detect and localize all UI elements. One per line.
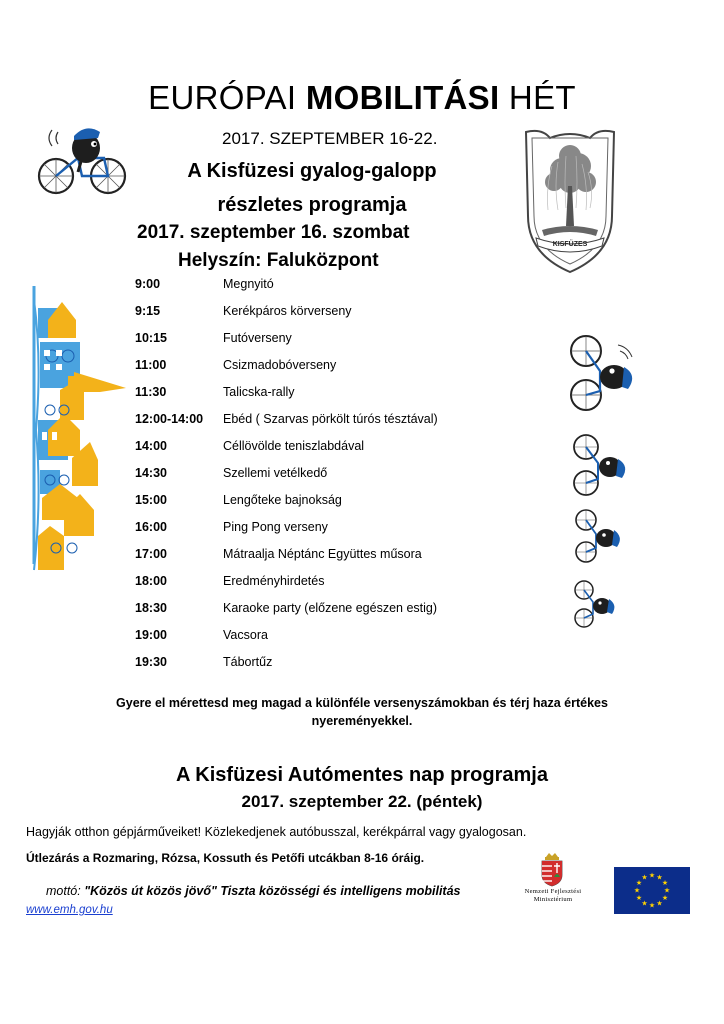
schedule-event: Céllövölde teniszlabdával: [223, 439, 365, 453]
schedule-row: [135, 545, 555, 572]
schedule-time: 14:00: [135, 439, 167, 453]
schedule-event: Szellemi vetélkedő: [223, 466, 328, 480]
schedule-event: Ping Pong verseny: [223, 520, 328, 534]
schedule-time: 16:00: [135, 520, 167, 534]
week-dates: 2017. SZEPTEMBER 16-22.: [222, 129, 438, 148]
schedule-row: [135, 356, 555, 383]
schedule-event: Vacsora: [223, 628, 268, 642]
invitation-line-2: nyereményekkel.: [311, 714, 413, 728]
schedule-time: 14:30: [135, 466, 167, 480]
svg-text:★: ★: [648, 901, 656, 910]
cyclist-vertical-illustration-1: [566, 333, 642, 413]
schedule-row: [135, 572, 555, 599]
schedule-time: 19:00: [135, 628, 167, 642]
schedule-time: 11:30: [135, 385, 167, 399]
crest-village-name: KISFÜZES: [552, 241, 588, 248]
road-closure-notice: Útlezárás a Rozmaring, Rózsa, Kossuth és Petőfi utcákban 8-16 óráig.: [26, 851, 425, 865]
schedule-row: [135, 518, 555, 545]
schedule-event: Ebéd ( Szarvas pörkölt túrós tésztával): [223, 412, 438, 426]
schedule-row: [135, 275, 555, 302]
svg-text:★: ★: [635, 879, 643, 887]
program-title-line2: részletes programja: [217, 194, 407, 216]
cyclist-vertical-illustration-4: [572, 580, 620, 628]
event-place: Helyszín: Faluközpont: [178, 250, 379, 271]
schedule-list: [135, 275, 555, 680]
page-title: [0, 78, 724, 118]
car-free-advice: Hagyják otthon gépjárműveiket! Közlekedjenek autóbusszal, kerékpárral vagy gyalogosan.: [26, 825, 527, 839]
schedule-row: [135, 599, 555, 626]
schedule-row: [135, 437, 555, 464]
schedule-event: Mátraalja Néptánc Együttes műsora: [223, 547, 422, 561]
schedule-time: 15:00: [135, 493, 167, 507]
svg-text:★: ★: [661, 879, 669, 887]
schedule-row: [135, 329, 555, 356]
town-illustration: [28, 280, 130, 580]
event-date: 2017. szeptember 16. szombat: [137, 222, 410, 243]
schedule-event: Eredményhirdetés: [223, 574, 325, 588]
village-crest-image: [522, 126, 618, 276]
eu-flag-icon: [614, 867, 690, 914]
invitation-text: [60, 694, 664, 730]
svg-text:★: ★: [656, 899, 663, 908]
motto-text: "Közös út közös jövő" Tiszta közösségi és intelligens mobilitás: [84, 884, 461, 898]
schedule-row: [135, 653, 555, 680]
schedule-row: [135, 491, 555, 518]
schedule-time: 11:00: [135, 358, 167, 372]
svg-text:★: ★: [635, 894, 643, 902]
title-part-1: EURÓPAI: [148, 79, 306, 116]
schedule-row: [135, 383, 555, 410]
cyclist-illustration: [34, 118, 130, 198]
schedule-row: [135, 302, 555, 329]
cyclist-vertical-illustration-2: [570, 433, 632, 497]
schedule-time: 18:30: [135, 601, 167, 615]
car-free-day-title: A Kisfüzesi Autómentes nap programja: [176, 764, 548, 786]
motto: [46, 882, 461, 900]
program-title-line1: A Kisfüzesi gyalog-galopp: [187, 160, 437, 182]
svg-text:★: ★: [633, 886, 641, 895]
schedule-time: 18:00: [135, 574, 167, 588]
svg-text:★: ★: [656, 873, 663, 882]
car-free-day-date: 2017. szeptember 22. (péntek): [241, 792, 483, 811]
schedule-time: 9:15: [135, 304, 161, 318]
schedule-time: 9:00: [135, 277, 161, 291]
schedule-event: Megnyitó: [223, 277, 274, 291]
svg-text:★: ★: [661, 894, 669, 902]
motto-label: mottó:: [46, 884, 85, 898]
title-part-3: HÉT: [499, 79, 576, 116]
schedule-time: 12:00-14:00: [135, 412, 204, 426]
svg-text:★: ★: [641, 899, 648, 908]
ministry-label: [505, 888, 601, 904]
website-link[interactable]: www.emh.gov.hu: [26, 904, 113, 916]
schedule-row: [135, 626, 555, 653]
ministry-label-line2: Minisztérium: [533, 896, 573, 903]
schedule-event: Futóverseny: [223, 331, 292, 345]
schedule-time: 17:00: [135, 547, 167, 561]
svg-text:★: ★: [641, 873, 648, 882]
schedule-row: [135, 410, 555, 437]
schedule-time: 19:30: [135, 655, 167, 669]
eu-stars-icon: [614, 867, 690, 914]
hungarian-coat-of-arms-icon: [540, 853, 564, 887]
schedule-time: 10:15: [135, 331, 167, 345]
invitation-line-1: Gyere el mérettesd meg magad a különféle versenyszámokban és térj haza értékes: [116, 696, 608, 710]
svg-text:★: ★: [648, 871, 656, 880]
cyclist-vertical-illustration-3: [572, 508, 626, 564]
schedule-row: [135, 464, 555, 491]
ministry-label-line1: Nemzeti Fejlesztési: [524, 888, 582, 895]
schedule-event: Csizmadobóverseny: [223, 358, 337, 372]
title-bold: MOBILITÁSI: [305, 79, 500, 116]
schedule-event: Kerékpáros körverseny: [223, 304, 352, 318]
schedule-event: Karaoke party (előzene egészen estig): [223, 601, 438, 615]
svg-text:★: ★: [663, 886, 671, 895]
schedule-event: Talicska-rally: [223, 385, 295, 399]
schedule-event: Tábortűz: [223, 655, 273, 669]
schedule-event: Lengőteke bajnokság: [223, 493, 342, 507]
